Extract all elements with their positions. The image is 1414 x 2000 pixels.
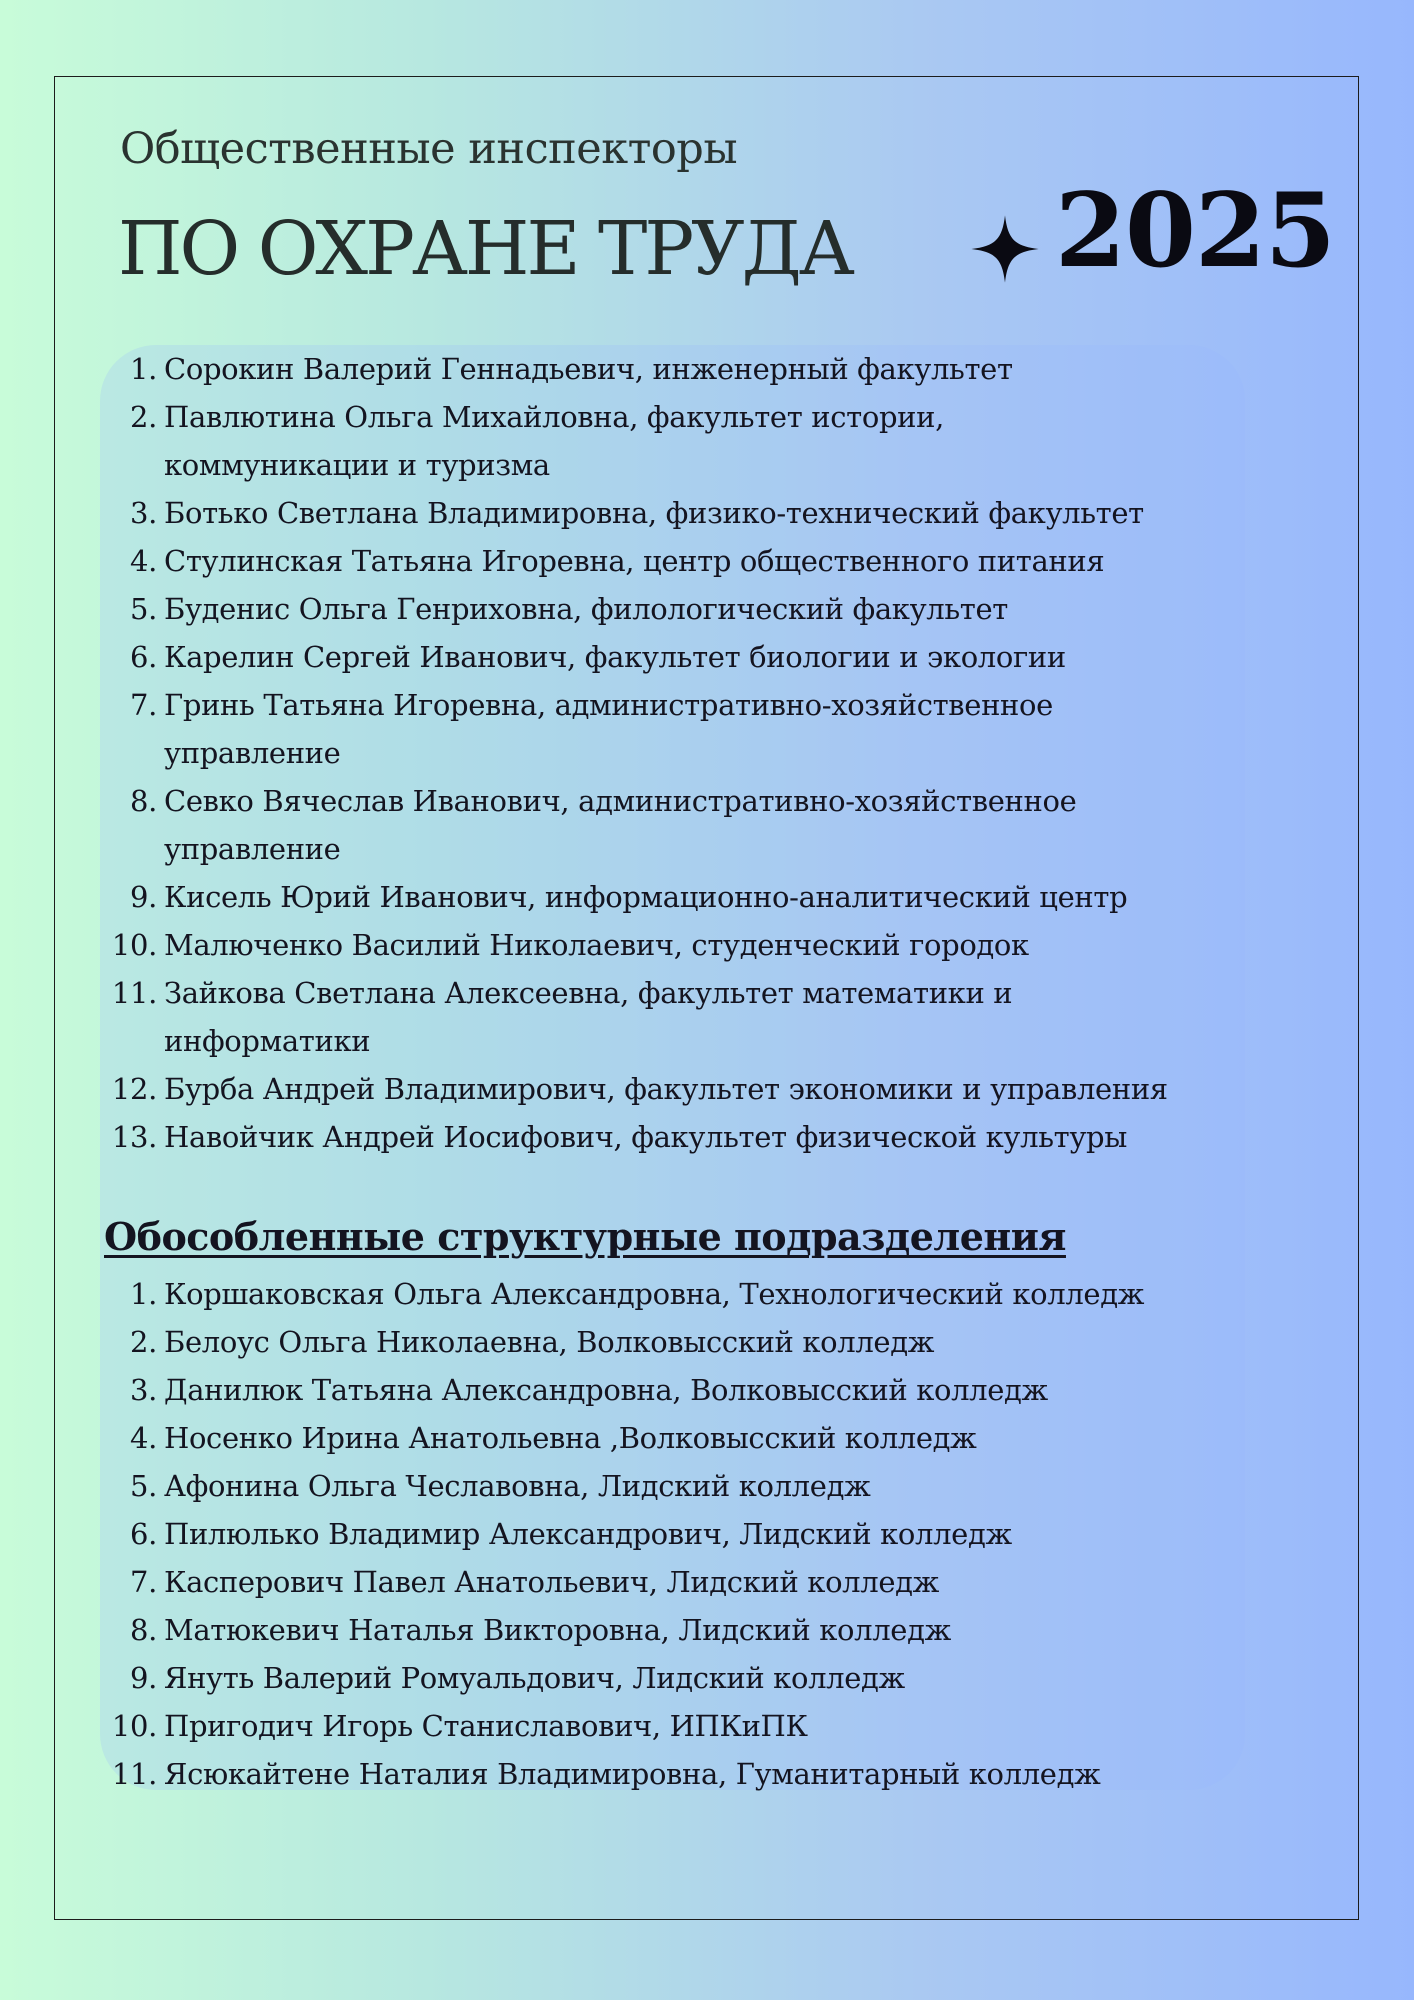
list-item: [0, 873, 1340, 921]
list-item-text: Севко Вячеслав Иванович, административно-хозяйственное: [164, 784, 1077, 818]
list-item-text: Коршаковская Ольга Александровна, Технологический колледж: [164, 1277, 1145, 1311]
list-item-text: Матюкевич Наталья Викторовна, Лидский колледж: [164, 1613, 951, 1647]
list-item-text: Носенко Ирина Анатольевна ,Волковысский колледж: [164, 1421, 977, 1455]
year-label: 2025: [1055, 171, 1335, 291]
list-item-number: 8.: [130, 784, 157, 818]
list-item-text: Ботько Светлана Владимировна, физико-технический факультет: [164, 496, 1144, 530]
list-item-text: Пригодич Игорь Станиславович, ИПКиПК: [164, 1709, 808, 1743]
list-item-continuation: управление: [164, 736, 341, 770]
list-item-text: Стулинская Татьяна Игоревна, центр общественного питания: [164, 544, 1105, 578]
list-item: [0, 489, 1340, 537]
list-item-text: Малюченко Василий Николаевич, студенческий городок: [164, 928, 1029, 962]
inspectors-list: [0, 345, 1340, 1161]
list-item-text: Зайкова Светлана Алексеевна, факультет математики и: [164, 976, 1013, 1010]
list-item-number: 3.: [130, 1373, 157, 1407]
list-item: [0, 1654, 1340, 1702]
list-item-number: 6.: [130, 640, 157, 674]
list-item-number: 5.: [130, 592, 157, 626]
list-item-number: 3.: [130, 496, 157, 530]
list-item: [0, 1113, 1340, 1161]
list-item-text: Павлютина Ольга Михайловна, факультет истории,: [164, 400, 944, 434]
list-item: [0, 1606, 1340, 1654]
list-item-continuation: управление: [164, 832, 341, 866]
list-item-text: Белоус Ольга Николаевна, Волковысский колледж: [164, 1325, 935, 1359]
list-item-text: Пилюлько Владимир Александрович, Лидский колледж: [164, 1517, 1012, 1551]
list-item-text: Данилюк Татьяна Александровна, Волковысский колледж: [164, 1373, 1048, 1407]
list-item-number: 9.: [130, 1661, 157, 1695]
list-item: [0, 1750, 1340, 1798]
list-item-number: 7.: [130, 1565, 157, 1599]
list-item-text: Ясюкайтене Наталия Владимировна, Гуманитарный колледж: [164, 1757, 1101, 1791]
list-item-number: 10.: [111, 1709, 157, 1743]
list-item: [0, 345, 1340, 393]
list-item-number: 2.: [130, 1325, 157, 1359]
list-item-text: Сорокин Валерий Геннадьевич, инженерный факультет: [164, 352, 1013, 386]
list-item: [0, 393, 1340, 489]
list-item-text: Гринь Татьяна Игоревна, административно-хозяйственное: [164, 688, 1053, 722]
list-item: [0, 777, 1340, 873]
list-item-number: 4.: [130, 1421, 157, 1455]
list-item-continuation: коммуникации и туризма: [164, 448, 550, 482]
list-item-number: 6.: [130, 1517, 157, 1551]
list-item-text: Януть Валерий Ромуальдович, Лидский колледж: [164, 1661, 905, 1695]
list-item-text: Бурба Андрей Владимирович, факультет экономики и управления: [164, 1072, 1168, 1106]
list-item: [0, 1702, 1340, 1750]
list-item: [0, 633, 1340, 681]
list-item-number: 5.: [130, 1469, 157, 1503]
list-item-number: 11.: [111, 1757, 157, 1791]
list-item-number: 2.: [130, 400, 157, 434]
list-item-number: 9.: [130, 880, 157, 914]
list-item: [0, 921, 1340, 969]
list-item-text: Касперович Павел Анатольевич, Лидский колледж: [164, 1565, 939, 1599]
divisions-list: [0, 1270, 1340, 1798]
list-item: [0, 1065, 1340, 1113]
list-item: [0, 1318, 1340, 1366]
list-item: [0, 1270, 1340, 1318]
list-item-text: Буденис Ольга Генриховна, филологический факультет: [164, 592, 1009, 626]
list-item: [0, 969, 1340, 1065]
list-item-text: Кисель Юрий Иванович, информационно-аналитический центр: [164, 880, 1128, 914]
list-item-number: 1.: [130, 352, 157, 386]
list-item-number: 10.: [111, 928, 157, 962]
list-item: [0, 1462, 1340, 1510]
list-item: [0, 1558, 1340, 1606]
list-item: [0, 585, 1340, 633]
list-item-number: 7.: [130, 688, 157, 722]
list-item: [0, 681, 1340, 777]
list-item: [0, 537, 1340, 585]
list-item-number: 8.: [130, 1613, 157, 1647]
list-item-number: 1.: [130, 1277, 157, 1311]
list-item: [0, 1414, 1340, 1462]
list-item-text: Навойчик Андрей Иосифович, факультет физической культуры: [164, 1120, 1127, 1154]
list-item-text: Карелин Сергей Иванович, факультет биологии и экологии: [164, 640, 1066, 674]
page-title: ПО ОХРАНЕ ТРУДА: [118, 206, 852, 292]
list-item: [0, 1366, 1340, 1414]
list-item-number: 11.: [111, 976, 157, 1010]
list-item-number: 4.: [130, 544, 157, 578]
list-item-text: Афонина Ольга Чеславовна, Лидский колледж: [164, 1469, 871, 1503]
page-subtitle: Общественные инспекторы: [120, 124, 738, 174]
list-item-continuation: информатики: [164, 1024, 371, 1058]
four-point-star-icon: [970, 214, 1040, 284]
list-item-number: 13.: [111, 1120, 157, 1154]
list-item: [0, 1510, 1340, 1558]
list-item-number: 12.: [111, 1072, 157, 1106]
section-title: Обособленные структурные подразделения: [104, 1214, 1066, 1259]
